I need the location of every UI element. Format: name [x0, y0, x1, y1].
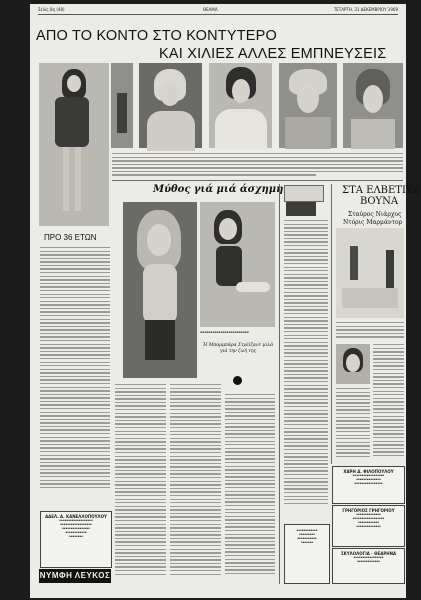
fashion-article-text: [112, 153, 403, 177]
fashion-photo-2: [111, 63, 133, 148]
age-section-title: ΠΡΟ 36 ΕΤΩΝ: [44, 233, 97, 242]
bridal-brand-banner: ΝΥΜΦΗ ΛΕΥΚΟΣ: [39, 569, 111, 583]
alps-lower-text: [336, 388, 370, 464]
myth-subtitle: Ἡ Μπαρμπάρα Στρέϊζαντ μιλά γιά την ζωή της: [202, 343, 274, 354]
listing-logo: [286, 202, 316, 216]
left-column-text: [40, 247, 110, 507]
fashion-photo-6: [343, 63, 403, 148]
fashion-photo-4: [209, 63, 272, 148]
alps-section-title-2: ΒΟΥΝΑ: [360, 196, 399, 207]
portrait-photo: [336, 344, 370, 384]
left-ad-title: ΑΔΕΛ. Α. ΚΑΝΕΛΛΟΠΟΥΛΟΥ: [45, 514, 107, 519]
alps-article-text: [336, 322, 404, 340]
page-number: Σελίς 8η (48): [38, 7, 65, 12]
center-column-3-text: [225, 394, 275, 584]
right-ad-2: ΓΡΗΓΟΡΙΟΣ ΓΡΗΓΟΡΙΟΥ ▪▪▪▪▪▪▪▪▪▪▪▪▪▪ ▪▪▪▪▪▪▪▪▪▪▪▪▪▪▪▪▪▪ ▪▪▪▪▪▪▪▪▪▪▪▪ ▪▪▪▪▪▪▪▪▪▪▪▪▪▪: [332, 505, 405, 547]
column-divider: [279, 184, 280, 584]
column-divider-right: [331, 184, 332, 464]
listing-small-ad: ▪▪▪▪▪▪▪▪▪▪▪▪ ▪▪▪▪▪▪▪▪▪ ▪▪▪▪▪▪▪▪▪▪▪ ▪▪▪▪▪▪▪: [284, 524, 330, 584]
headline-line-1: ΑΠΟ ΤΟ ΚΟΝΤΟ ΣΤΟ ΚΟΝΤΥΤΕΡΟ: [36, 28, 278, 44]
right-ad-1-title: ΧΑΡΗ Δ. ΦΙΛΟΠΟΥΛΟΥ: [343, 469, 394, 474]
issue-date: ΤΕΤΑΡΤΗ, 31 ΔΕΚΕΜΒΡΙΟΥ 1969: [333, 7, 398, 12]
center-column-1-text: [115, 384, 166, 584]
alps-subtitle-1: Σταύρος Νιάρχος: [348, 211, 402, 218]
streisand-photo-1: [123, 202, 197, 378]
right-ad-3: ΣΚΥΛΟΛΟΓΙΑ · ΘΕΑΡΗΝΑ ▪▪▪▪▪▪▪▪▪▪▪▪▪▪▪▪▪ ▪▪▪▪▪▪▪▪▪▪▪▪▪: [332, 548, 405, 584]
center-column-2-text: [170, 384, 221, 584]
alps-section-title-1: ΣΤΑ ΕΛΒΕΤΙΚΑ: [342, 185, 421, 196]
headline-line-2: ΚΑΙ ΧΙΛΙΕΣ ΑΛΛΕΣ ΕΜΠΝΕΥΣΕΙΣ: [159, 46, 387, 62]
fashion-photo-1: [39, 63, 109, 226]
fashion-photo-3: [139, 63, 202, 148]
newspaper-name: ΘΕΑΜΑ: [203, 7, 218, 12]
fashion-photo-5: [279, 63, 337, 148]
ski-photo: [336, 228, 404, 318]
left-advertisement: [40, 511, 112, 568]
alps-side-text: [373, 344, 404, 464]
streisand-photo-2: [200, 202, 275, 327]
newspaper-page: [30, 4, 421, 598]
streisand-photo-caption: ▪▪▪▪▪▪▪▪▪▪▪▪▪▪▪▪▪▪▪▪▪▪▪▪: [200, 330, 249, 334]
myth-section-title: Μύθος γιά μιά άσχημη: [153, 184, 284, 195]
section-divider: [112, 180, 403, 181]
right-ad-3-title: ΣΚΥΛΟΛΟΓΙΑ · ΘΕΑΡΗΝΑ: [340, 551, 397, 556]
left-ad-text: ▪▪▪▪▪▪▪▪▪▪▪▪▪▪▪▪▪▪▪ ▪▪▪▪▪▪▪▪▪▪▪▪▪▪▪▪▪▪ ▪▪▪▪▪▪▪▪▪▪▪▪▪▪▪▪ ▪▪▪▪▪▪▪▪▪▪▪▪ ▪▪▪▪▪▪▪▪: [59, 519, 93, 538]
alps-subtitle-2: Ντόρις Μαρμάντορ: [343, 219, 403, 226]
listing-header-box: [284, 185, 324, 202]
page-header: [38, 6, 398, 15]
bullet-dot: [233, 376, 242, 385]
right-ad-1: ΧΑΡΗ Δ. ΦΙΛΟΠΟΥΛΟΥ ▪▪▪▪▪▪▪▪▪▪▪▪▪▪▪▪▪▪ ▪▪▪▪▪▪▪▪▪▪▪▪▪▪ ▪▪▪▪▪▪▪▪▪▪▪▪▪▪▪▪: [332, 466, 405, 504]
listings-column-text: [284, 220, 328, 520]
right-ad-2-title: ΓΡΗΓΟΡΙΟΣ ΓΡΗΓΟΡΙΟΥ: [342, 508, 395, 513]
